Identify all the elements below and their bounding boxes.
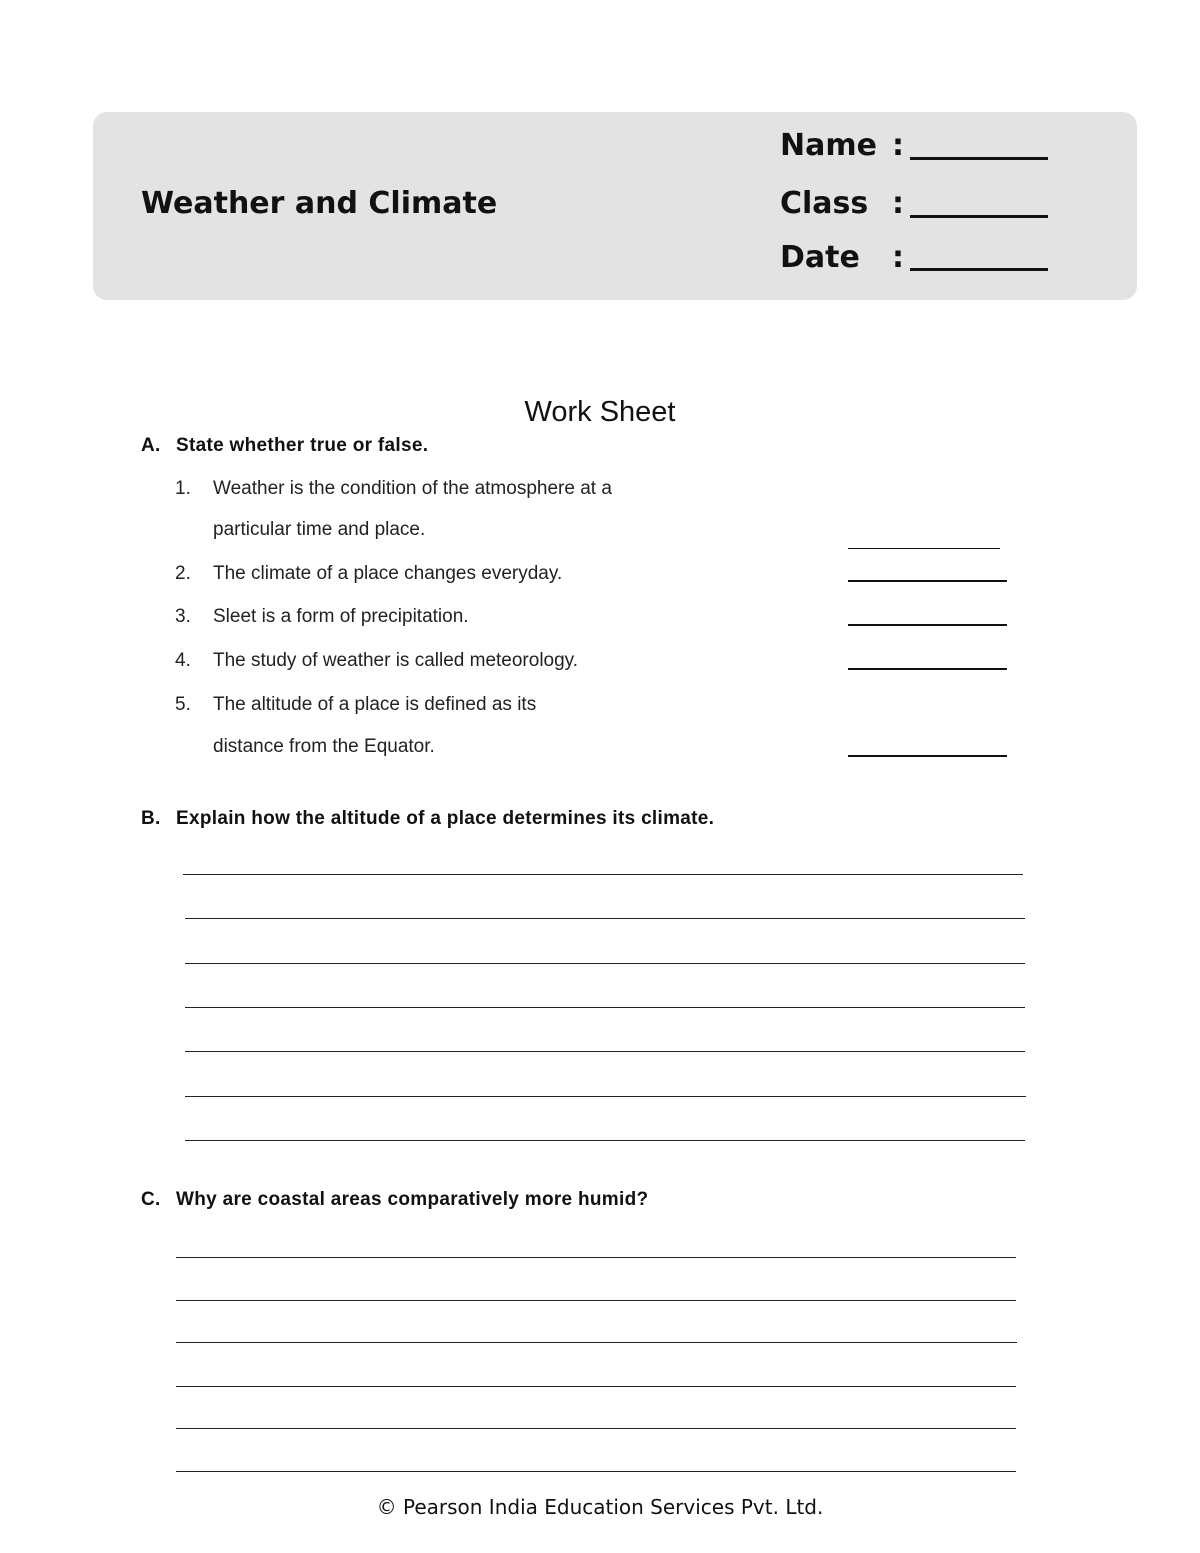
section-c-writing-line[interactable] [176,1386,1016,1387]
question-4-number: 4. [175,650,191,671]
section-b-writing-line[interactable] [185,1140,1025,1141]
section-b-writing-line[interactable] [185,1051,1025,1052]
question-2-number: 2. [175,563,191,584]
question-1-answer-line[interactable] [848,548,1000,549]
class-colon: : [892,186,904,221]
question-3-line-1: Sleet is a form of precipitation. [213,606,469,627]
name-label: Name [780,128,877,163]
question-1-line-1: Weather is the condition of the atmosphere at a [213,478,612,499]
question-4-line-1: The study of weather is called meteorology. [213,650,579,671]
question-2-answer-line[interactable] [848,580,1007,582]
section-c-text: Why are coastal areas comparatively more humid? [176,1189,649,1210]
question-4-answer-line[interactable] [848,668,1007,670]
section-b-writing-line[interactable] [183,874,1023,875]
section-b-writing-line[interactable] [185,918,1025,919]
worksheet-title: Work Sheet [524,396,676,428]
section-c-letter: C. [141,1189,161,1210]
section-c-writing-line[interactable] [176,1257,1016,1258]
section-b-letter: B. [141,808,161,829]
name-colon: : [892,128,904,163]
section-c-heading [141,1189,648,1211]
section-b-heading [141,808,714,830]
section-c-writing-line[interactable] [176,1428,1016,1429]
section-a-letter: A. [141,435,161,456]
section-c-writing-line[interactable] [176,1300,1016,1301]
date-field-line[interactable] [910,268,1048,271]
question-5-number: 5. [175,694,191,715]
section-b-writing-line[interactable] [185,963,1025,964]
section-a-heading [141,435,428,457]
question-3-answer-line[interactable] [848,624,1007,626]
section-b-text: Explain how the altitude of a place determines its climate. [176,808,715,829]
section-c-writing-line[interactable] [176,1342,1017,1343]
date-label: Date [780,240,860,275]
question-5-line-2: distance from the Equator. [213,736,435,757]
date-colon: : [892,240,904,275]
question-2-line-1: The climate of a place changes everyday. [213,563,563,584]
section-b-writing-line[interactable] [185,1096,1026,1097]
copyright-footer: © Pearson India Education Services Pvt. Ltd. [376,1495,824,1519]
worksheet-topic-title: Weather and Climate [141,186,498,221]
class-label: Class [780,186,869,221]
question-5-line-1: The altitude of a place is defined as its [213,694,537,715]
section-a-text: State whether true or false. [176,435,429,456]
question-1-line-2: particular time and place. [213,519,426,540]
name-field-line[interactable] [910,157,1048,160]
section-b-writing-line[interactable] [185,1007,1025,1008]
question-3-number: 3. [175,606,191,627]
section-c-writing-line[interactable] [176,1471,1016,1472]
question-1-number: 1. [175,478,191,499]
question-5-answer-line[interactable] [848,755,1007,757]
class-field-line[interactable] [910,215,1048,218]
